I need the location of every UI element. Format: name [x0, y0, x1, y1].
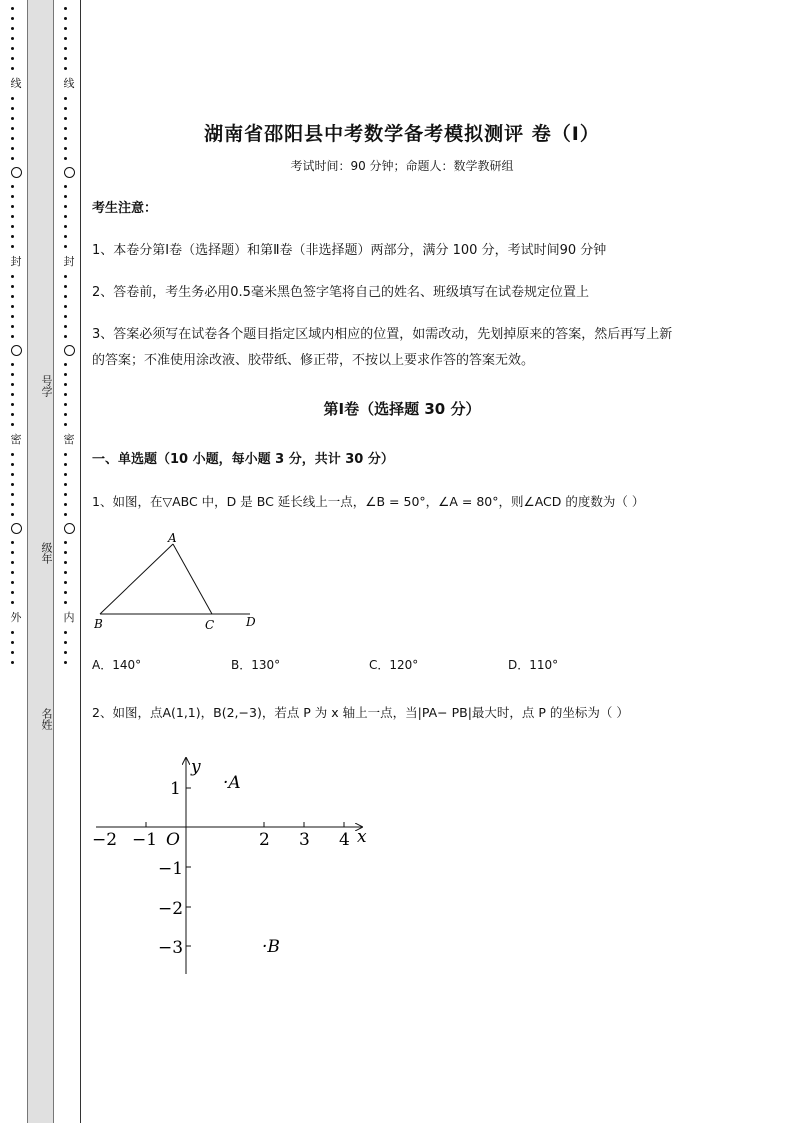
option-b: B．130°: [231, 658, 281, 672]
margin-dot: [11, 513, 14, 516]
margin-dot: [64, 235, 67, 238]
notice-item-1: 1、本卷分第Ⅰ卷（选择题）和第Ⅱ卷（非选择题）两部分，满分 100 分，考试时间90 分钟: [92, 243, 607, 258]
margin-dot: [11, 591, 14, 594]
margin-dot: [64, 641, 67, 644]
margin-dot: [64, 473, 67, 476]
x-tick-3: 3: [299, 830, 310, 850]
y-axis-label: y: [191, 757, 201, 777]
margin-dot: [64, 513, 67, 516]
margin-dot: [64, 493, 67, 496]
margin-dot: [11, 383, 14, 386]
margin-dot: [64, 285, 67, 288]
margin-dot: [11, 561, 14, 564]
x-tick-neg1: −1: [132, 830, 158, 850]
margin-dot: [11, 17, 14, 20]
margin-dot: [11, 295, 14, 298]
margin-dot: [64, 551, 67, 554]
margin-dot: [64, 305, 67, 308]
margin-dot: [11, 67, 14, 70]
outer-margin-char: 封: [10, 255, 22, 268]
margin-dot: [11, 503, 14, 506]
margin-dot: [64, 67, 67, 70]
option-a: A．140°: [92, 658, 142, 672]
margin-dot: [11, 373, 14, 376]
margin-circle: [64, 167, 75, 178]
margin-dot: [11, 641, 14, 644]
margin-dot: [64, 147, 67, 150]
margin-dot: [11, 97, 14, 100]
margin-circle: [64, 345, 75, 356]
margin-dot: [64, 215, 67, 218]
x-axis-label: x: [357, 827, 367, 847]
margin-dot: [11, 275, 14, 278]
margin-dot: [11, 205, 14, 208]
margin-dot: [64, 383, 67, 386]
margin-dot: [11, 147, 14, 150]
point-B-label: ·B: [262, 937, 280, 957]
margin-dot: [64, 27, 67, 30]
x-tick-4: 4: [339, 830, 350, 850]
margin-dot: [11, 325, 14, 328]
margin-dot: [11, 137, 14, 140]
margin-circle: [11, 523, 22, 534]
margin-dot: [64, 117, 67, 120]
page-title: 湖南省邵阳县中考数学备考模拟测评 卷（Ⅰ）: [204, 123, 600, 145]
margin-circle: [11, 167, 22, 178]
margin-dot: [11, 107, 14, 110]
margin-dot: [11, 413, 14, 416]
outer-margin-char: 密: [10, 433, 22, 446]
y-tick-neg2: −2: [158, 899, 184, 919]
margin-dot: [64, 541, 67, 544]
inner-margin-char: 线: [63, 77, 75, 90]
inner-margin-char: 内: [63, 611, 75, 624]
grade-label: 级年: [40, 542, 53, 564]
margin-dot: [64, 157, 67, 160]
margin-circle: [11, 345, 22, 356]
margin-dot: [64, 315, 67, 318]
student-info-strip: [27, 0, 54, 1123]
outer-margin-char: 线: [10, 77, 22, 90]
margin-dot: [64, 403, 67, 406]
triangle-figure: [94, 532, 274, 632]
margin-dot: [11, 453, 14, 456]
margin-dot: [11, 7, 14, 10]
margin-dot: [64, 503, 67, 506]
vertex-label-D: D: [246, 615, 256, 629]
margin-dot: [11, 651, 14, 654]
margin-dot: [64, 245, 67, 248]
margin-dot: [64, 631, 67, 634]
margin-dot: [11, 571, 14, 574]
margin-dot: [64, 561, 67, 564]
margin-dot: [11, 581, 14, 584]
margin-dot: [64, 373, 67, 376]
margin-dot: [64, 137, 67, 140]
part-one-heading: 一、单选题（10 小题，每小题 3 分，共计 30 分）: [92, 452, 394, 467]
margin-dot: [64, 7, 67, 10]
margin-circle: [64, 523, 75, 534]
margin-dot: [11, 661, 14, 664]
margin-dot: [11, 57, 14, 60]
margin-dot: [11, 541, 14, 544]
margin-dot: [64, 275, 67, 278]
vertex-label-B: B: [94, 617, 103, 631]
margin-dot: [11, 215, 14, 218]
margin-dot: [64, 601, 67, 604]
y-tick-neg3: −3: [158, 938, 184, 958]
margin-dot: [64, 571, 67, 574]
margin-dot: [64, 205, 67, 208]
margin-dot: [64, 393, 67, 396]
margin-dot: [11, 305, 14, 308]
margin-dot: [11, 127, 14, 130]
coordinate-plane-figure: [92, 750, 382, 980]
outer-margin-char: 外: [10, 611, 22, 624]
margin-dot: [64, 413, 67, 416]
y-tick-1: 1: [170, 779, 181, 799]
vertex-label-C: C: [205, 618, 215, 632]
binding-divider-line: [80, 0, 81, 1123]
margin-dot: [64, 107, 67, 110]
student-number-label: 号学: [40, 375, 53, 397]
name-label: 名姓: [40, 708, 53, 730]
margin-dot: [11, 225, 14, 228]
margin-dot: [64, 335, 67, 338]
option-d: D．110°: [508, 658, 559, 672]
margin-dot: [11, 483, 14, 486]
margin-dot: [64, 17, 67, 20]
margin-dot: [11, 245, 14, 248]
inner-margin-char: 密: [63, 433, 75, 446]
margin-dot: [64, 423, 67, 426]
notice-item-2: 2、答卷前，考生务必用0.5毫米黑色签字笔将自己的姓名、班级填写在试卷规定位置上: [92, 285, 589, 300]
margin-dot: [11, 403, 14, 406]
margin-dot: [11, 493, 14, 496]
margin-dot: [11, 463, 14, 466]
margin-dot: [64, 581, 67, 584]
margin-dot: [64, 661, 67, 664]
margin-dot: [11, 27, 14, 30]
margin-dot: [64, 591, 67, 594]
margin-dot: [11, 423, 14, 426]
margin-dot: [64, 185, 67, 188]
exam-subtitle: 考试时间：90 分钟；命题人：数学教研组: [290, 159, 514, 173]
margin-dot: [64, 195, 67, 198]
notice-item-3-cont: 的答案；不准使用涂改液、胶带纸、修正带，不按以上要求作答的答案无效。: [92, 353, 535, 368]
margin-dot: [64, 37, 67, 40]
margin-dot: [64, 463, 67, 466]
margin-dot: [11, 473, 14, 476]
margin-dot: [11, 117, 14, 120]
point-A-label: ·A: [223, 773, 241, 793]
origin-label: O: [166, 830, 180, 850]
margin-dot: [11, 285, 14, 288]
margin-dot: [64, 453, 67, 456]
margin-dot: [11, 335, 14, 338]
margin-dot: [64, 47, 67, 50]
notice-item-3: 3、答案必须写在试卷各个题目指定区域内相应的位置，如需改动，先划掉原来的答案，然后再写上新: [92, 327, 673, 342]
margin-dot: [64, 57, 67, 60]
margin-dot: [64, 483, 67, 486]
question-1-text: 1、如图，在▽ABC 中，D 是 BC 延长线上一点，∠B = 50°，∠A = 80°，则∠ACD 的度数为（ ）: [92, 494, 645, 509]
margin-dot: [11, 601, 14, 604]
vertex-label-A: A: [168, 532, 177, 545]
margin-dot: [11, 157, 14, 160]
margin-dot: [11, 551, 14, 554]
y-tick-neg1: −1: [158, 859, 184, 879]
margin-dot: [11, 47, 14, 50]
margin-dot: [11, 631, 14, 634]
margin-dot: [64, 363, 67, 366]
margin-dot: [64, 225, 67, 228]
section-title: 第Ⅰ卷（选择题 30 分）: [323, 400, 481, 418]
margin-dot: [11, 195, 14, 198]
margin-dot: [64, 651, 67, 654]
margin-dot: [11, 393, 14, 396]
option-c: C．120°: [369, 658, 419, 672]
margin-dot: [11, 315, 14, 318]
margin-dot: [64, 325, 67, 328]
margin-dot: [64, 97, 67, 100]
margin-dot: [11, 235, 14, 238]
question-2-text: 2、如图，点A(1,1)，B(2,−3)，若点 P 为 x 轴上一点，当|PA− PB|最大时，点 P 的坐标为（ ）: [92, 705, 629, 720]
inner-margin-char: 封: [63, 255, 75, 268]
margin-dot: [64, 295, 67, 298]
margin-dot: [11, 37, 14, 40]
margin-dot: [11, 363, 14, 366]
notice-heading: 考生注意：: [92, 201, 158, 216]
margin-dot: [64, 127, 67, 130]
x-tick-neg2: −2: [92, 830, 118, 850]
x-tick-2: 2: [259, 830, 270, 850]
margin-dot: [11, 185, 14, 188]
